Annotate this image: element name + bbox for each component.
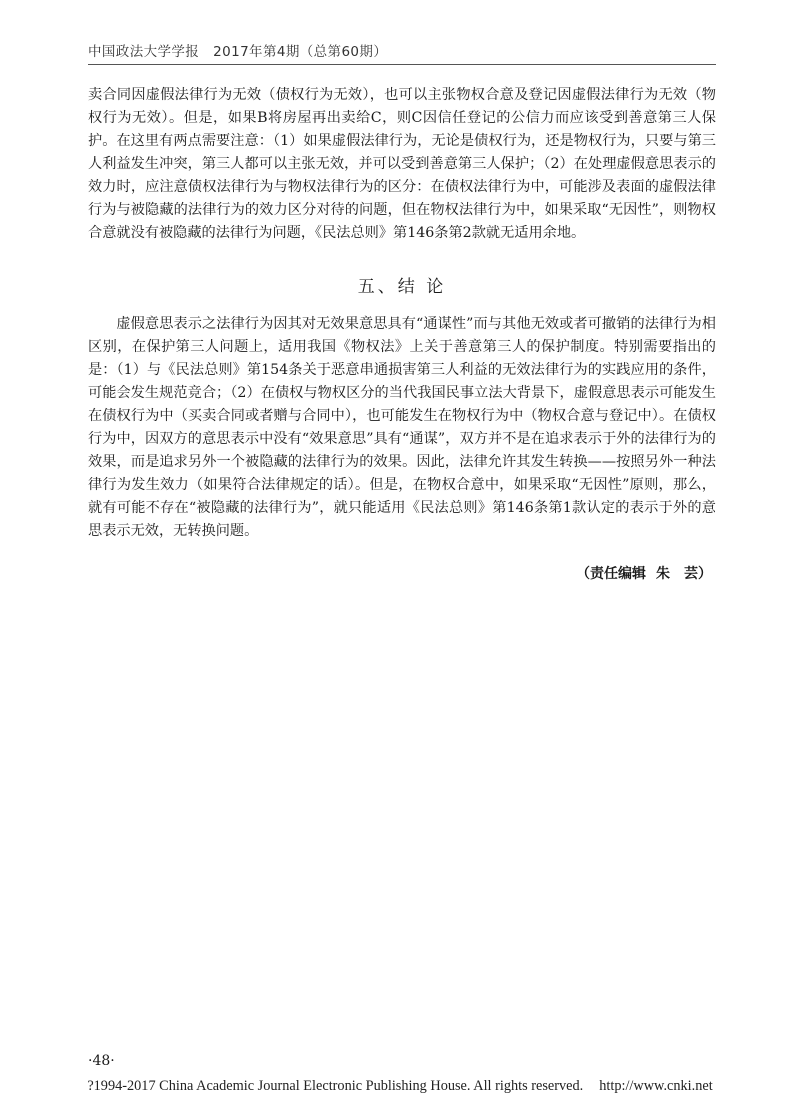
footer-url[interactable]: http://www.cnki.net (599, 1078, 713, 1094)
conclusion-paragraph: 虚假意思表示之法律行为因其对无效果意思具有“通谋性”而与其他无效或者可撤销的法律行为相区别，在保护第三人问题上，适用我国《物权法》上关于善意第三人的保护制度。特别需要指出的是：（1）与《民法总则》第154条关于恶意串通损害第三人利益的无效法律行为的实践应用的条件，可能会发生规范竞合；（2）在债权与物权区分的当代我国民事立法大背景下，虚假意思表示可能发生在债权行为中（买卖合同或者赠与合同中），也可能发生在物权行为中（物权合意与登记中）。在债权行为中，因双方的意思表示中没有“效果意思”具有“通谋”，双方并不是在追求表示于外的法律行为的效果，而是追求另外一个被隐藏的法律行为的效果。因此，法律允许其发生转换——按照另外一种法律行为发生效力（如果符合法律规定的话）。但是，在物权合意中，如果采取“无因性”原则，那么，就有可能不存在“被隐藏的法律行为”，就只能适用《民法总则》第146条第1款认定的表示于外的意思表示无效，无转换问题。 (88, 316, 716, 539)
header-divider (88, 64, 716, 65)
paragraph-continued: 卖合同因虚假法律行为无效（债权行为无效），也可以主张物权合意及登记因虚假法律行为无效（物权行为无效）。但是，如果B将房屋再出卖给C，则C因信任登记的公信力而应该受到善意第三人保护。在这里有两点需要注意：（1）如果虚假法律行为，无论是债权行为，还是物权行为，只要与第三人利益发生冲突，第三人都可以主张无效，并可以受到善意第三人保护；（2）在处理虚假意思表示的效力时，应注意债权法律行为与物权法律行为的区分：在债权法律行为中，可能涉及表面的虚假法律行为与被隐藏的法律行为的效力区分对待的问题，但在物权法律行为中，如果采取“无因性”，则物权合意就没有被隐藏的法律行为问题，《民法总则》第146条第2款就无适用余地。 (88, 87, 716, 241)
editor-credit (88, 563, 716, 583)
editor-label: （责任编辑 (576, 566, 646, 582)
page-number: ·48· (88, 1053, 115, 1069)
copyright-footer (0, 1078, 800, 1095)
journal-title: 中国政法大学学报 2017年第4期（总第60期） (88, 44, 388, 60)
article-body (88, 84, 716, 583)
running-header (88, 40, 716, 60)
section-heading: 五、结 论 (357, 277, 447, 297)
copyright-text: ?1994-2017 China Academic Journal Electronic Publishing House. All rights reserved. (87, 1078, 584, 1094)
editor-name: 朱 芸） (656, 566, 712, 582)
